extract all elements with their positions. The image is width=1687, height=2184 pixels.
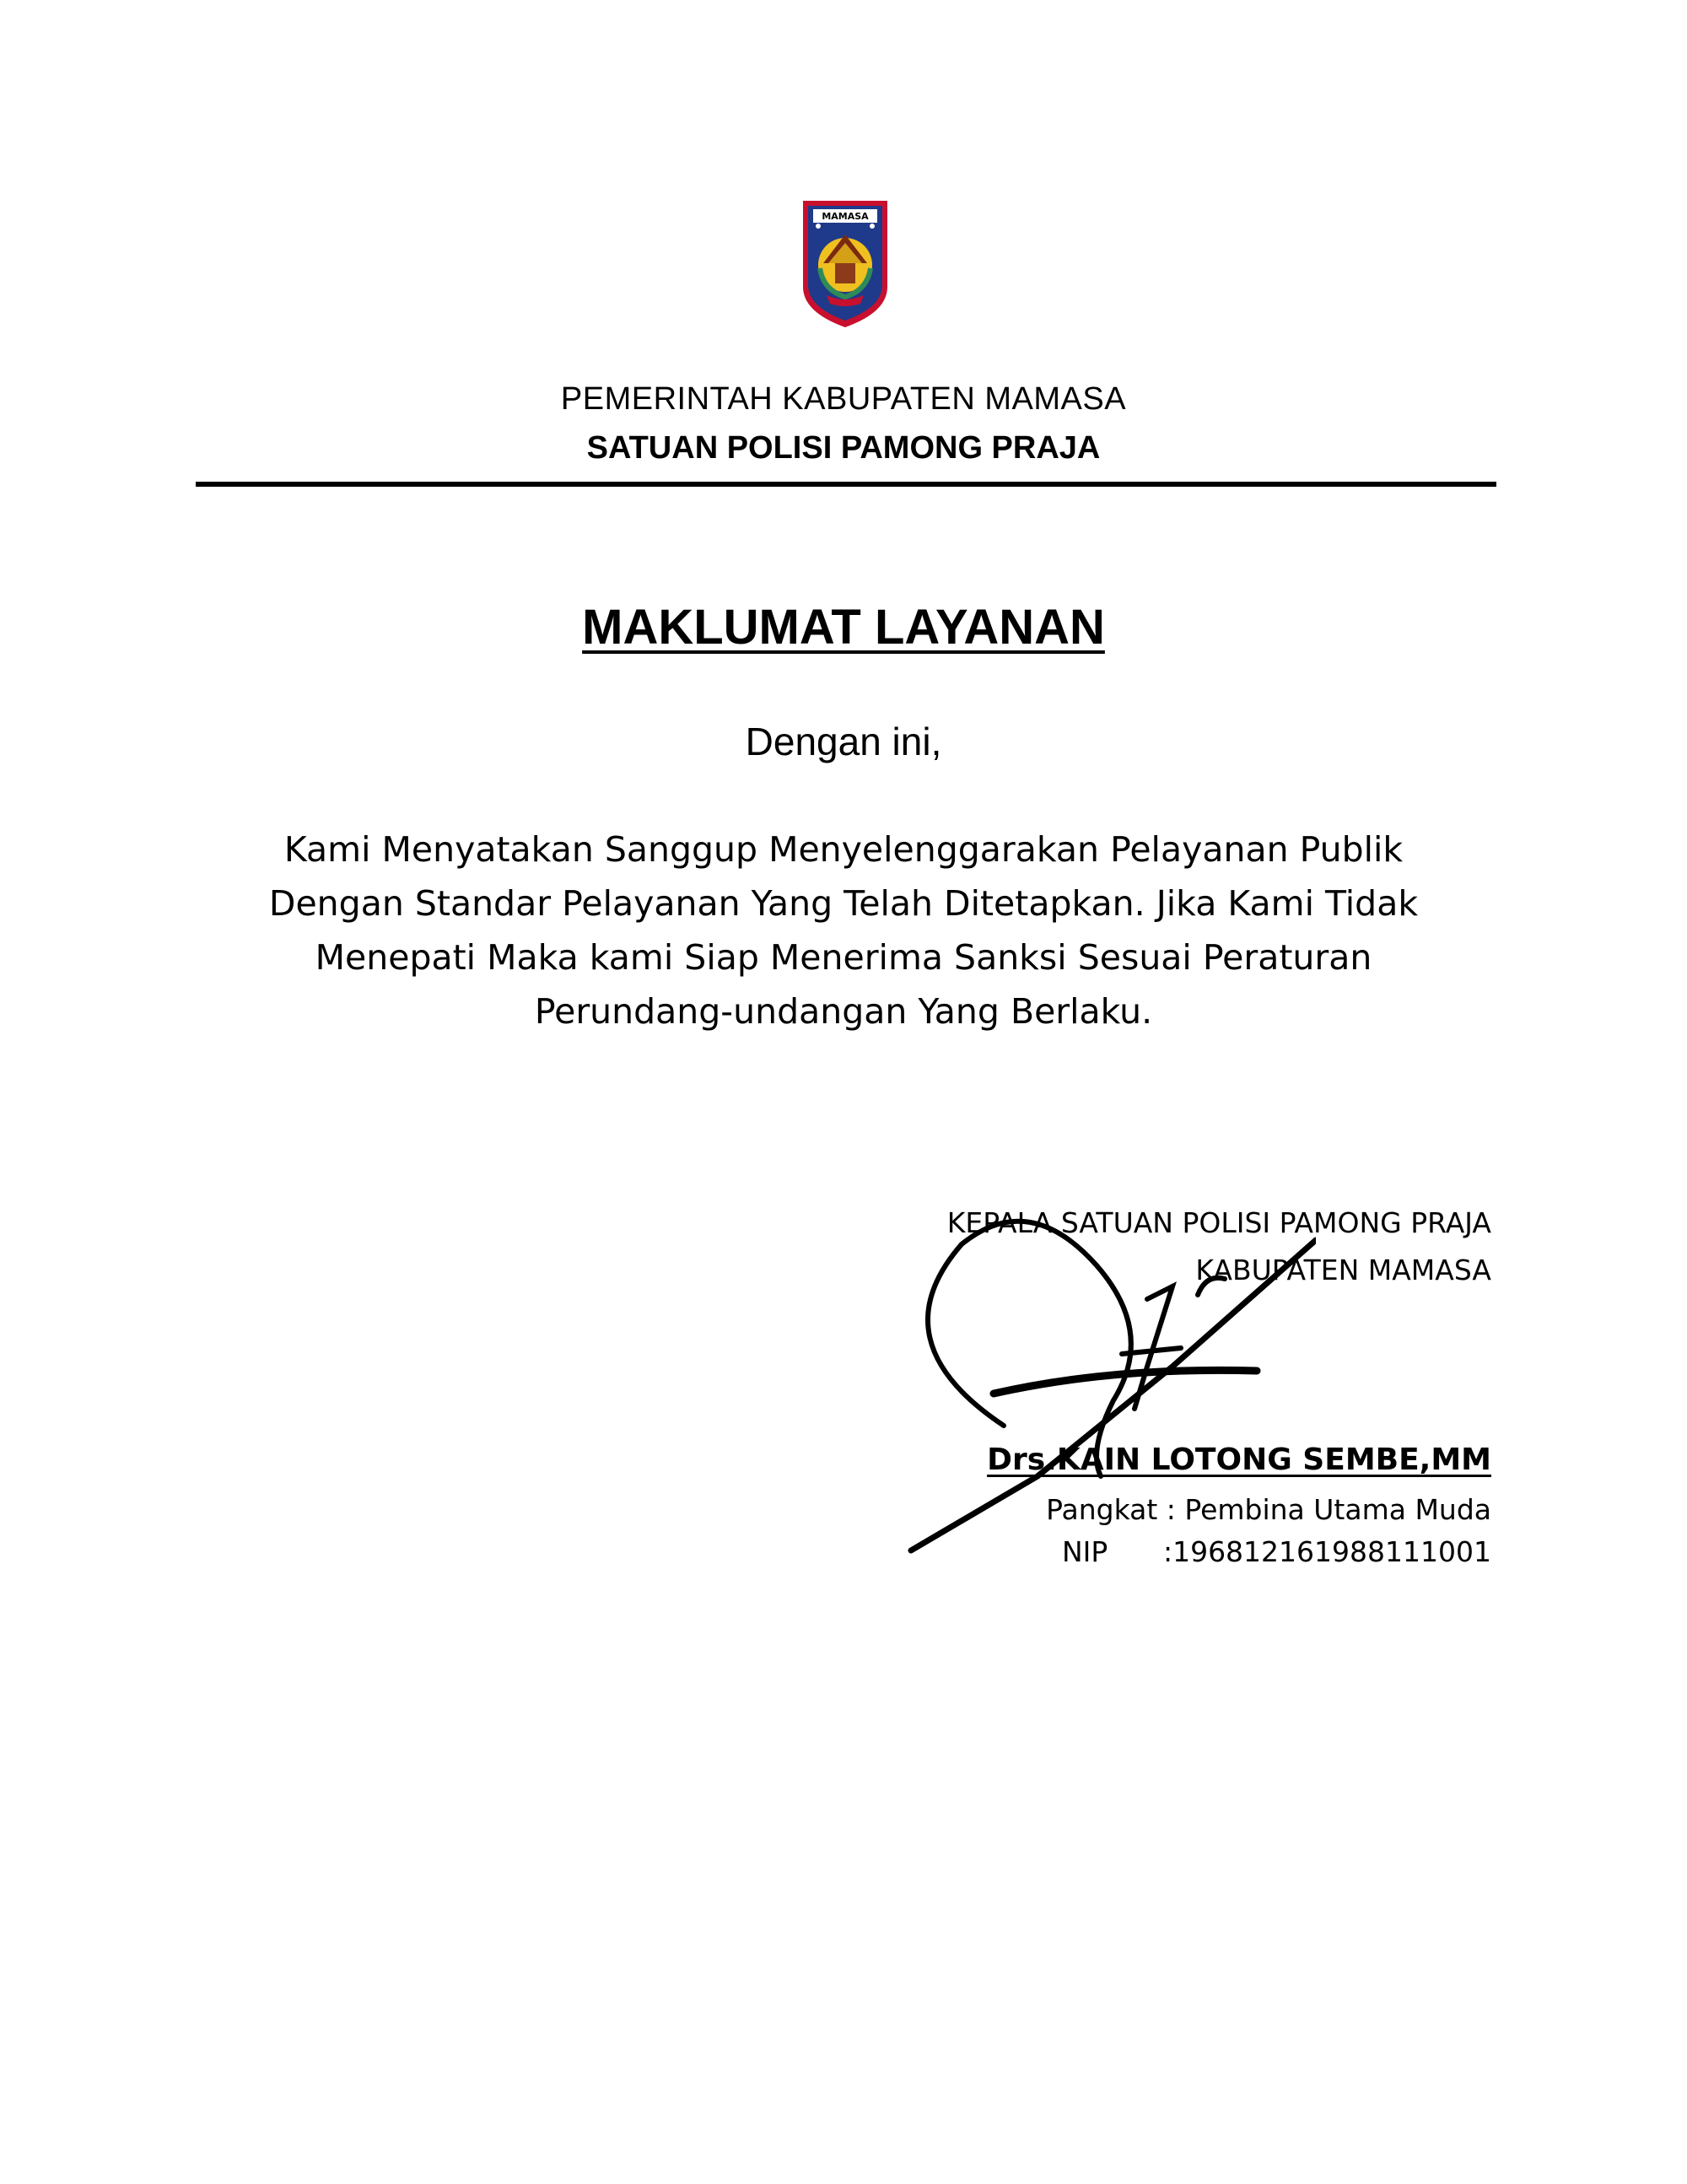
header-government-name: PEMERINTAH KABUPATEN MAMASA: [560, 381, 1127, 417]
header-divider: [196, 482, 1496, 487]
signatory-rank: Pangkat : Pembina Utama Muda: [1046, 1493, 1491, 1526]
statement-line: Kami Menyatakan Sanggup Menyelenggarakan Pelayanan Publik: [283, 829, 1404, 870]
signatory-position-line: KABUPATEN MAMASA: [1195, 1254, 1491, 1286]
signatory-position-line: KEPALA SATUAN POLISI PAMONG PRAJA: [946, 1206, 1491, 1239]
nip-value: :196812161988111001: [1162, 1535, 1491, 1568]
statement-line: Menepati Maka kami Siap Menerima Sanksi Sesuai Peraturan: [315, 937, 1372, 978]
signatory-position: [947, 1200, 1491, 1294]
greeting-text: Dengan ini,: [745, 720, 942, 763]
statement-line: Dengan Standar Pelayanan Yang Telah Ditetapkan. Jika Kami Tidak: [268, 883, 1419, 924]
mamasa-emblem-logo: [798, 196, 892, 331]
signatory-name: Drs.KAIN LOTONG SEMBE,MM: [987, 1443, 1491, 1477]
nip-label: NIP: [1061, 1535, 1108, 1568]
svg-text:MAMASA: MAMASA: [822, 211, 869, 222]
statement-paragraph: [0, 822, 1687, 1038]
header-unit-name: SATUAN POLISI PAMONG PRAJA: [586, 430, 1101, 466]
signatory-nip: [1062, 1535, 1491, 1568]
document-title: MAKLUMAT LAYANAN: [582, 600, 1105, 655]
statement-line: Perundang-undangan Yang Berlaku.: [534, 991, 1153, 1032]
